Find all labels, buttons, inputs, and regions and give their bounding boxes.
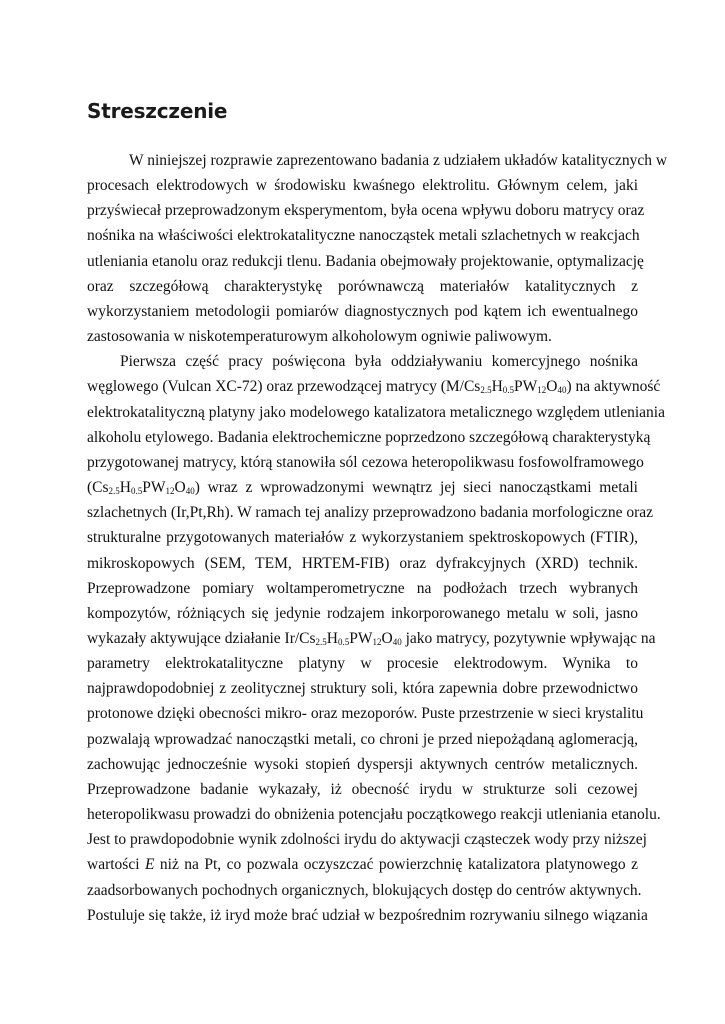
text-run: O <box>381 629 393 647</box>
text-line <box>87 576 638 601</box>
text-line <box>87 878 642 903</box>
text-line <box>87 400 665 425</box>
text-run: nośnika na właściwości elektrokatalityczne nanocząstek metali szlachetnych w reakcjach <box>87 227 640 245</box>
text-run: pozwalają wprowadzać nanocząstki metali, co chroni je przed niepożądaną aglomeracją, <box>87 730 638 748</box>
text-line <box>87 651 638 676</box>
text-line <box>87 676 638 701</box>
text-run: kompozytów, różniących się jedynie rodzajem inkorporowanego metalu w soli, jasno <box>87 604 638 622</box>
text-run: utleniania etanolu oraz redukcji tlenu. Badania obejmowały projektowanie, optymalizację <box>87 252 644 270</box>
text-run: H <box>119 479 131 497</box>
text-run: O <box>174 479 186 497</box>
text-line <box>87 324 638 349</box>
subscript: 12 <box>372 636 382 647</box>
subscript: 12 <box>165 486 175 497</box>
text-run: przygotowanej matrycy, którą stanowiła sól cezowa heteropolikwasu fosfowolframowego <box>87 453 644 471</box>
text-run: ) na aktywność <box>566 378 661 396</box>
text-line <box>87 299 638 324</box>
subscript: 0.5 <box>131 486 143 497</box>
subscript: 12 <box>537 385 547 396</box>
subscript: 2.5 <box>108 486 120 497</box>
text-run: oraz szczegółową charakterystykę porównawczą materiałów katalitycznych z <box>87 277 638 295</box>
text-run: wartości <box>87 856 145 874</box>
text-run: mikroskopowych (SEM, TEM, HRTEM-FIB) oraz dyfrakcyjnych (XRD) technik. <box>87 554 638 572</box>
subscript: 0.5 <box>337 636 350 647</box>
text-run: heteropolikwasu prowadzi do obniżenia potencjału początkowego reakcji utleniania etanolu. <box>87 806 661 824</box>
text-line <box>87 701 644 726</box>
text-line <box>87 777 638 802</box>
text-run: alkoholu etylowego. Badania elektrochemiczne poprzedzono szczegółową charakterystyką <box>87 428 651 446</box>
text-line <box>87 349 638 374</box>
text-line <box>87 525 638 550</box>
text-run: Przeprowadzone pomiary woltamperometryczne na podłożach trzech wybranych <box>87 579 638 597</box>
text-line <box>87 198 645 223</box>
text-run: szlachetnych (Ir,Pt,Rh). W ramach tej analizy przeprowadzono badania morfologiczne oraz <box>87 504 654 522</box>
subscript: 2.5 <box>480 385 492 396</box>
text-run: strukturalne przygotowanych materiałów z wykorzystaniem spektroskopowych (FTIR), <box>87 529 638 547</box>
text-line <box>87 475 638 500</box>
subscript: 0.5 <box>502 385 515 396</box>
text-run: procesach elektrodowych w środowisku kwaśnego elektrolitu. Głównym celem, jaki <box>87 177 638 195</box>
text-run: Pierwsza część pracy poświęcona była oddziaływaniu komercyjnego nośnika <box>120 353 638 371</box>
text-run: elektrokatalityczną platyny jako modelowego katalizatora metalicznego względem utleniania <box>87 403 665 421</box>
abstract-body <box>87 148 668 928</box>
text-line <box>87 374 661 399</box>
text-run: Jest to prawdopodobnie wynik zdolności irydu do aktywacji cząsteczek wody przy niższej <box>87 831 647 849</box>
text-run: PW <box>142 479 166 497</box>
subscript: 40 <box>185 486 195 497</box>
text-run: przyświecał przeprowadzonym eksperymentom, była ocena wpływu doboru matrycy oraz <box>87 202 645 220</box>
text-line <box>87 626 656 651</box>
text-run: jako matrycy, pozytywnie wpływając na <box>401 629 656 647</box>
text-line <box>87 551 638 576</box>
text-run: protonowe dzięki obecności mikro- oraz mezoporów. Puste przestrzenie w sieci krystalitu <box>87 705 644 723</box>
text-run: najprawdopodobniej z zeolitycznej struktury soli, która zapewnia dobre przewodnictwo <box>87 680 638 698</box>
text-run: węglowego (Vulcan XC-72) oraz przewodzącej matrycy (M/Cs <box>87 378 481 396</box>
text-line <box>87 148 668 173</box>
text-line <box>87 852 638 877</box>
text-run: Przeprowadzone badanie wykazały, iż obecność irydu w strukturze soli cezowej <box>87 780 638 798</box>
text-run: Postuluje się także, iż iryd może brać udział w bezpośrednim rozrywaniu silnego wiązania <box>87 906 648 924</box>
text-line <box>87 425 651 450</box>
section-heading: Streszczenie <box>87 99 228 123</box>
text-run: (Cs <box>87 479 109 497</box>
text-run: O <box>546 378 558 396</box>
text-line <box>87 223 638 248</box>
text-run: wykazały aktywujące działanie Ir/Cs <box>87 629 316 647</box>
text-line <box>87 903 648 928</box>
text-run: H <box>491 378 503 396</box>
text-run: ) wraz z wprowadzonymi wewnątrz jej sieci nanocząstkami metali <box>194 479 638 497</box>
text-run: parametry elektrokatalityczne platyny w procesie elektrodowym. Wynika to <box>87 655 638 673</box>
text-run: wykorzystaniem metodologii pomiarów diagnostycznych pod kątem ich ewentualnego <box>87 302 638 320</box>
text-run: H <box>326 629 338 647</box>
italic-symbol: E <box>144 856 155 874</box>
subscript: 2.5 <box>315 636 327 647</box>
text-line <box>87 500 654 525</box>
text-line <box>87 601 638 626</box>
text-line <box>87 752 638 777</box>
text-run: W niniejszej rozprawie zaprezentowano badania z udziałem układów katalitycznych w <box>129 152 668 169</box>
text-line <box>87 450 644 475</box>
text-run: zachowując jednocześnie wysoki stopień dyspersji aktywnych centrów metalicznych. <box>87 755 638 773</box>
text-line <box>87 249 644 274</box>
text-run: PW <box>514 378 538 396</box>
text-run: zaadsorbowanych pochodnych organicznych, blokujących dostęp do centrów aktywnych. <box>87 881 642 899</box>
text-line <box>87 827 647 852</box>
text-line <box>87 173 638 198</box>
text-line <box>87 802 661 827</box>
text-line <box>87 727 638 752</box>
subscript: 40 <box>392 636 402 647</box>
subscript: 40 <box>557 385 567 396</box>
text-run: PW <box>349 629 373 647</box>
text-run: niż na Pt, co pozwala oczyszczać powierzchnię katalizatora platynowego z <box>154 856 638 874</box>
text-run: zastosowania w niskotemperaturowym alkoholowym ogniwie paliwowym. <box>87 328 552 346</box>
text-line <box>87 274 638 299</box>
